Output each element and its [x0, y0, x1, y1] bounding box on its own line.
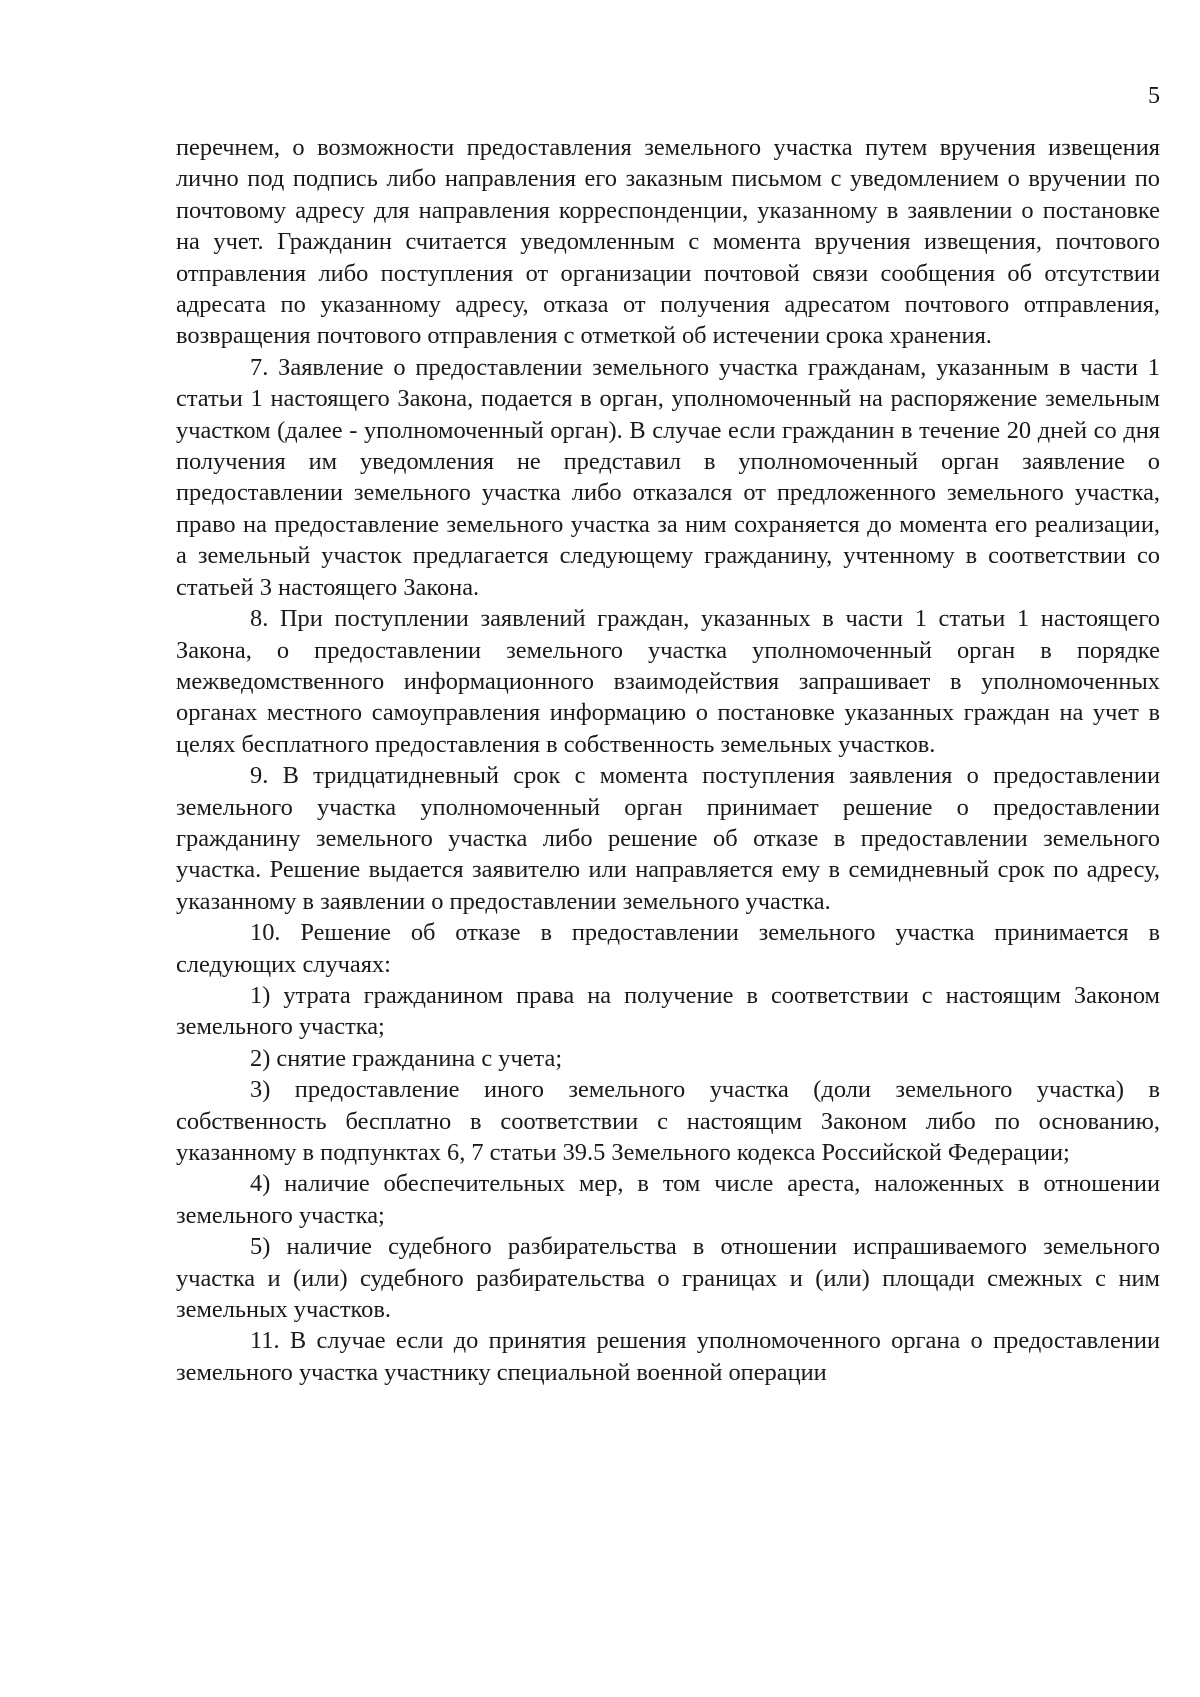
document-body [176, 132, 1160, 1388]
subitem-3: 3) предоставление иного земельного участка (доли земельного участка) в собственность бесплатно в соответствии с настоящим Законом либо по основанию, указанному в подпунктах 6, 7 статьи 39.5 Земельного кодекса Российской Федерации; [176, 1076, 1160, 1166]
paragraph-item-11: 11. В случае если до принятия решения уполномоченного органа о предоставлении земельного участка участнику специальной военной операции [176, 1327, 1160, 1386]
paragraph-item-9: 9. В тридцатидневный срок с момента поступления заявления о предоставлении земельного участка уполномоченный орган принимает решение о предоставлении гражданину земельного участка либо решение об отказе в предоставлении земельного участка. Решение выдается заявителю или направляется ему в семидневный срок по адресу, указанному в заявлении о предоставлении земельного участка. [176, 762, 1160, 915]
paragraph-continuation: перечнем, о возможности предоставления земельного участка путем вручения извещения лично под подпись либо направления его заказным письмом с уведомлением о вручении по почтовому адресу для направления корреспонденции, указанному в заявлении о постановке на учет. Гражданин считается уведомленным с момента вручения извещения, почтового отправления либо поступления от организации почтовой связи сообщения об отсутствии адресата по указанному адресу, отказа от получения адресатом почтового отправления, возвращения почтового отправления с отметкой об истечении срока хранения. [176, 134, 1160, 350]
paragraph-item-10: 10. Решение об отказе в предоставлении земельного участка принимается в следующих случаях: [176, 919, 1160, 978]
subitem-2: 2) снятие гражданина с учета; [250, 1044, 563, 1072]
subitem-4: 4) наличие обеспечительных мер, в том числе ареста, наложенных в отношении земельного участка; [176, 1170, 1160, 1229]
paragraph-item-8: 8. При поступлении заявлений граждан, указанных в части 1 статьи 1 настоящего Закона, о предоставлении земельного участка уполномоченный орган в порядке межведомственного информационного взаимодействия запрашивает в уполномоченных органах местного самоуправления информацию о постановке указанных граждан на учет в целях бесплатного предоставления в собственность земельных участков. [176, 605, 1160, 758]
subitem-1: 1) утрата гражданином права на получение в соответствии с настоящим Законом земельного участка; [176, 981, 1160, 1041]
paragraph-item-7: 7. Заявление о предоставлении земельного участка гражданам, указанным в части 1 статьи 1 настоящего Закона, подается в орган, уполномоченный на распоряжение земельным участком (далее - уполномоченный орган). В случае если гражданин в течение 20 дней со дня получения им уведомления не представил в уполномоченный орган заявление о предоставлении земельного участка либо отказался от предложенного земельного участка, право на предоставление земельного участка за ним сохраняется до момента его реализации, а земельный участок предлагается следующему гражданину, учтенному в соответствии со статьей 3 настоящего Закона. [176, 353, 1160, 601]
page-number: 5 [1148, 83, 1160, 109]
subitem-5: 5) наличие судебного разбирательства в отношении испрашиваемого земельного участка и (или) судебного разбирательства о границах и (или) площади смежных с ним земельных участков. [176, 1233, 1160, 1324]
